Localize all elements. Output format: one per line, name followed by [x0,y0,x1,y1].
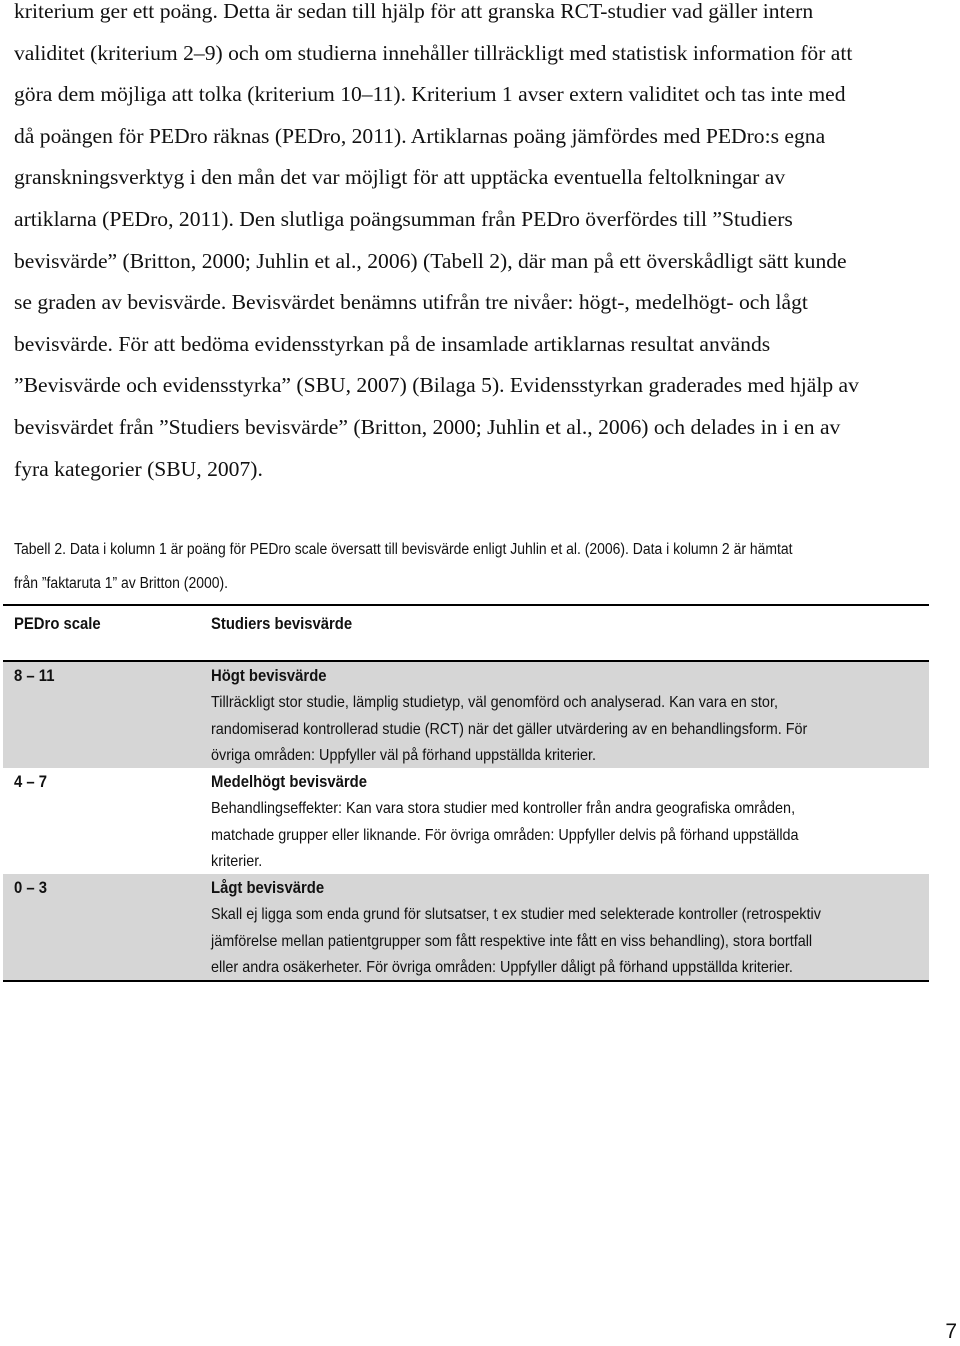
row-description [211,796,799,876]
paragraph-line: ”Bevisvärde och evidensstyrka” (SBU, 2007) (Bilaga 5). Evidensstyrkan graderades med hjälp av [14,373,859,398]
column-header-pedro-scale: PEDro scale [14,615,101,633]
paragraph-line: bevisvärde” (Britton, 2000; Juhlin et al., 2006) (Tabell 2), där man på ett överskådligt sätt kunde [14,248,847,273]
description-line: kriterier. [211,853,263,871]
row-description [211,690,807,770]
paragraph-line: validitet (kriterium 2–9) och om studierna innehåller tillräckligt med statistisk information för att [14,40,853,65]
table-caption [14,533,856,601]
paragraph-line: se graden av bevisvärde. Bevisvärdet benämns utifrån tre nivåer: högt-, medelhögt- och lågt [14,290,808,315]
paragraph-line: artiklarna (PEDro, 2011). Den slutliga poängsumman från PEDro överfördes till ”Studiers [14,206,793,231]
row-score: 4 – 7 [14,773,48,791]
table-row [3,768,929,874]
caption-line: Tabell 2. Data i kolumn 1 är poäng för PEDro scale översatt till bevisvärde enligt Juhlin et al. (2006). Data i kolumn 2 är hämtat [14,541,793,558]
description-line: randomiserad kontrollerad studie (RCT) när det gäller utvärdering av en behandlingsform. För [211,720,808,738]
table-row [3,662,929,768]
column-header-bevisvarde: Studiers bevisvärde [211,615,353,633]
description-line: matchade grupper eller liknande. För övriga områden: Uppfyller delvis på förhand uppställda [211,826,799,844]
row-level: Medelhögt bevisvärde [211,773,367,791]
description-line: eller andra osäkerheter. För övriga områden: Uppfyller dåligt på förhand uppställda kriterier. [211,959,793,977]
paragraph-line: granskningsverktyg i den mån det var möjligt för att upptäcka eventuella feltolkningar av [14,165,786,190]
description-line: Tillräckligt stor studie, lämplig studietyp, väl genomförd och analyserad. Kan vara en stor, [211,694,778,711]
table-bottom-rule [3,980,929,982]
table-top-rule [3,604,929,606]
row-description [211,902,821,982]
table-row [3,874,929,980]
page-number: 7 [945,1320,957,1343]
body-paragraph [14,0,949,490]
paragraph-line: kriterium ger ett poäng. Detta är sedan till hjälp för att granska RCT-studier vad gäller intern [14,0,814,23]
paragraph-line: fyra kategorier (SBU, 2007). [14,456,263,481]
paragraph-line: då poängen för PEDro räknas (PEDro, 2011). Artiklarnas poäng jämfördes med PEDro:s egna [14,123,826,148]
row-level: Högt bevisvärde [211,667,327,685]
description-line: Behandlingseffekter: Kan vara stora studier med kontroller från andra geografiska områden, [211,800,796,817]
description-line: jämförelse mellan patientgrupper som fått respektive inte fått en viss behandling), stora bortfall [211,932,813,950]
description-line: övriga områden: Uppfyller väl på förhand uppställda kriterier. [211,747,597,765]
caption-line: från ”faktaruta 1” av Britton (2000). [14,575,229,592]
row-score: 0 – 3 [14,879,48,897]
description-line: Skall ej ligga som enda grund för slutsatser, t ex studier med selekterade kontroller (retrospektiv [211,906,821,923]
paragraph-line: bevisvärde. För att bedöma evidensstyrkan på de insamlade artiklarnas resultat används [14,331,771,356]
paragraph-line: göra dem möjliga att tolka (kriterium 10–11). Kriterium 1 avser extern validitet och tas inte med [14,82,846,107]
row-level: Lågt bevisvärde [211,879,325,897]
row-score: 8 – 11 [14,667,55,685]
paragraph-line: bevisvärdet från ”Studiers bevisvärde” (Britton, 2000; Juhlin et al., 2006) och delades in i en av [14,414,841,439]
